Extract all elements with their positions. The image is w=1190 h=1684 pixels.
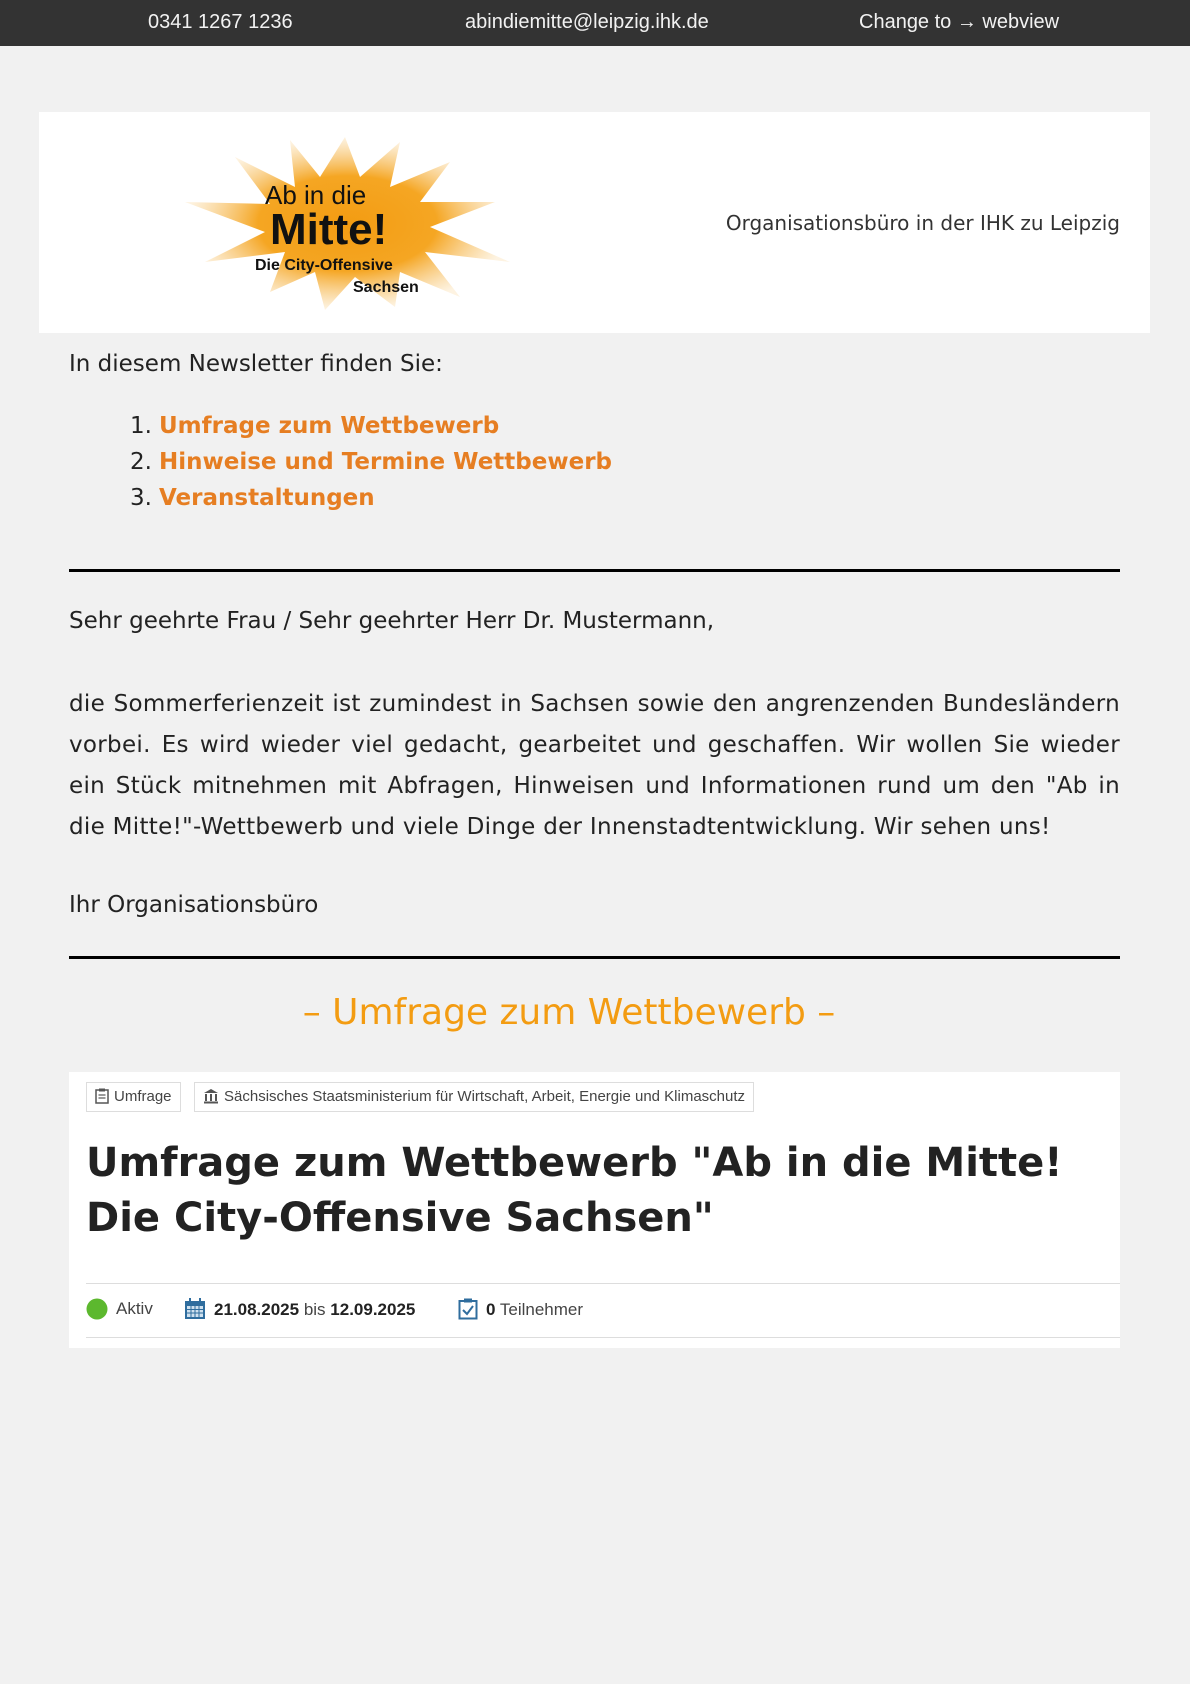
card-divider [86,1283,1120,1284]
signoff: Ihr Organisationsbüro [69,892,319,918]
tag-ministerium-label: Sächsisches Staatsministerium für Wirtschaft, Arbeit, Energie und Klimaschutz [224,1088,746,1105]
divider [69,569,1120,572]
logo-line2: Mitte! [270,205,388,254]
logo-line1: Ab in die [265,180,367,210]
date-to: 12.09.2025 [330,1300,416,1319]
status [86,1298,153,1320]
email-link[interactable]: abindiemitte@leipzig.ihk.de [465,11,709,33]
date-separator: bis [303,1300,326,1319]
toc-number: 2. [130,449,152,475]
toc-intro: In diesem Newsletter finden Sie: [69,351,443,377]
participants-label: Teilnehmer [499,1300,584,1319]
logo-line3: Die City-Offensive [255,257,393,274]
logo-line4: Sachsen [353,279,419,296]
building-icon [203,1088,219,1104]
participants-count: 0 [486,1300,496,1319]
table-of-contents [69,408,612,516]
survey-card[interactable] [69,1072,1120,1348]
tag-ministerium[interactable] [194,1082,754,1112]
top-bar [0,0,1190,46]
toc-number: 3. [130,485,152,511]
phone-link[interactable]: 0341 1267 1236 [148,11,293,33]
divider [69,956,1120,959]
toc-item [69,480,612,516]
section-title: – Umfrage zum Wettbewerb – [302,992,836,1033]
toc-number: 1. [130,413,152,439]
greeting: Sehr geehrte Frau / Sehr geehrter Herr Dr. Mustermann, [69,608,715,634]
date-range [184,1298,415,1320]
calendar-icon [184,1298,206,1320]
toc-link-veranstaltungen[interactable]: Veranstaltungen [159,485,375,511]
status-dot-icon [86,1298,108,1320]
survey-title[interactable]: Umfrage zum Wettbewerb "Ab in die Mitte! Die City-Offensive Sachsen" [86,1140,1063,1241]
toc-link-hinweise[interactable]: Hinweise und Termine Wettbewerb [159,449,613,475]
participants [458,1298,583,1320]
card-divider [86,1337,1120,1338]
clipboard-icon [95,1088,109,1104]
status-label: Aktiv [116,1299,153,1318]
clipboard-check-icon [458,1298,478,1320]
organisation-label: Organisationsbüro in der IHK zu Leipzig [725,211,1120,235]
body-text: die Sommerferienzeit ist zumindest in Sachsen sowie den angrenzenden Bundesländern vorbei. Es wird wieder viel gedacht, gearbeitet und geschaffen. Wir wollen Sie wieder ein Stück mitnehmen mit Abfragen, Hinweisen und Informationen rund um den "Ab in die Mitte!"-Wettbewerb und viele Dinge der Innenstadtentwicklung. Wir sehen uns! [69,691,1120,840]
date-from: 21.08.2025 [214,1300,300,1319]
toc-item [69,444,612,480]
tag-umfrage-label: Umfrage [114,1088,172,1105]
toc-link-umfrage[interactable]: Umfrage zum Wettbewerb [159,413,500,439]
tag-umfrage[interactable] [86,1082,181,1112]
ab-in-die-mitte-logo [175,132,515,312]
newsletter-header [39,112,1150,333]
toc-item [69,408,612,444]
webview-link[interactable]: Change to → webview [859,11,1060,33]
